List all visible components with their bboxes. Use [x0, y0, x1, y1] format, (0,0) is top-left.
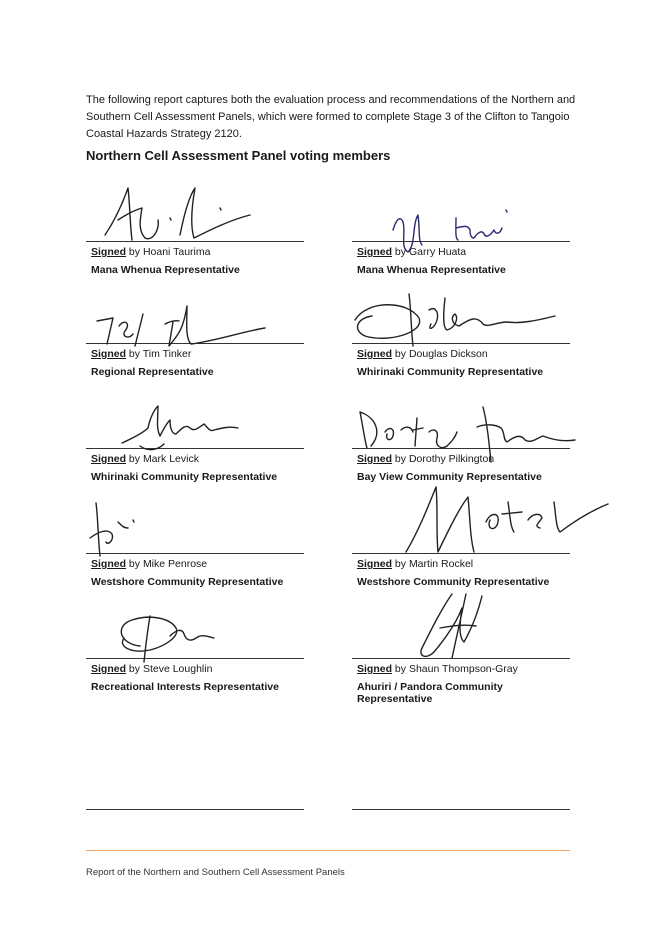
signature-line — [86, 241, 304, 242]
footer-text: Report of the Northern and Southern Cell Assessment Panels — [86, 867, 345, 878]
signature-line — [352, 658, 570, 659]
signature-block-garry-huata — [352, 241, 570, 276]
handwritten-signature-hoani-taurima — [100, 180, 260, 250]
signed-by-text: Signed by Martin Rockel — [357, 558, 474, 570]
handwritten-signature-martin-rockel — [398, 482, 613, 560]
signatory-role: Bay View Community Representative — [357, 471, 542, 483]
signature-block-tim-tinker — [86, 343, 304, 378]
signatory-role: Westshore Community Representative — [357, 576, 550, 588]
signatory-role: Ahuriri / Pandora Community Representative — [357, 681, 503, 705]
signatory-role: Mana Whenua Representative — [91, 264, 240, 276]
signature-block-mike-penrose — [86, 553, 304, 588]
signature-block-mark-levick — [86, 448, 304, 483]
signature-line — [352, 553, 570, 554]
signature-line — [352, 241, 570, 242]
signature-line — [86, 658, 304, 659]
signature-line — [86, 448, 304, 449]
signed-by-text: Signed by Douglas Dickson — [357, 348, 488, 360]
signature-block-shaun-thompson-gray — [352, 658, 570, 705]
footer-divider — [86, 850, 570, 851]
handwritten-signature-mike-penrose — [88, 498, 148, 560]
signed-by-text: Signed by Mark Levick — [91, 453, 199, 465]
intro-paragraph: The following report captures both the evaluation process and recommendations of the Northern and Southern Cell Assessment Panels, which were formed to complete Stage 3 of the Clifton to Tangoio Coastal Hazards Strategy 2120. — [86, 94, 576, 140]
signature-block-dorothy-pilkington — [352, 448, 570, 483]
signatory-role: Whirinaki Community Representative — [91, 471, 278, 483]
section-heading: Northern Cell Assessment Panel voting members — [86, 148, 391, 163]
signatory-role: Regional Representative — [91, 366, 214, 378]
signatory-role: Mana Whenua Representative — [357, 264, 506, 276]
signature-block-martin-rockel — [352, 553, 570, 588]
signatory-role: Whirinaki Community Representative — [357, 366, 544, 378]
signed-by-text: Signed by Dorothy Pilkington — [357, 453, 495, 465]
signatory-role: Recreational Interests Representative — [91, 681, 279, 693]
signature-block-hoani-taurima — [86, 241, 304, 276]
signature-line — [86, 343, 304, 344]
signed-by-text: Signed by Garry Huata — [357, 246, 467, 258]
blank-signature-line-right — [352, 809, 570, 810]
blank-signature-line-left — [86, 809, 304, 810]
signature-block-douglas-dickson — [352, 343, 570, 378]
signed-by-text: Signed by Mike Penrose — [91, 558, 208, 570]
signature-line — [352, 448, 570, 449]
signature-line — [352, 343, 570, 344]
signatory-role: Westshore Community Representative — [91, 576, 284, 588]
signed-by-text: Signed by Steve Loughlin — [91, 663, 213, 675]
handwritten-signature-douglas-dickson — [347, 288, 562, 350]
signed-by-text: Signed by Hoani Taurima — [91, 246, 211, 258]
signed-by-text: Signed by Shaun Thompson-Gray — [357, 663, 518, 675]
signed-by-text: Signed by Tim Tinker — [91, 348, 192, 360]
signature-block-steve-loughlin — [86, 658, 304, 693]
signature-line — [86, 553, 304, 554]
handwritten-signature-shaun-thompson-gray — [412, 588, 494, 666]
